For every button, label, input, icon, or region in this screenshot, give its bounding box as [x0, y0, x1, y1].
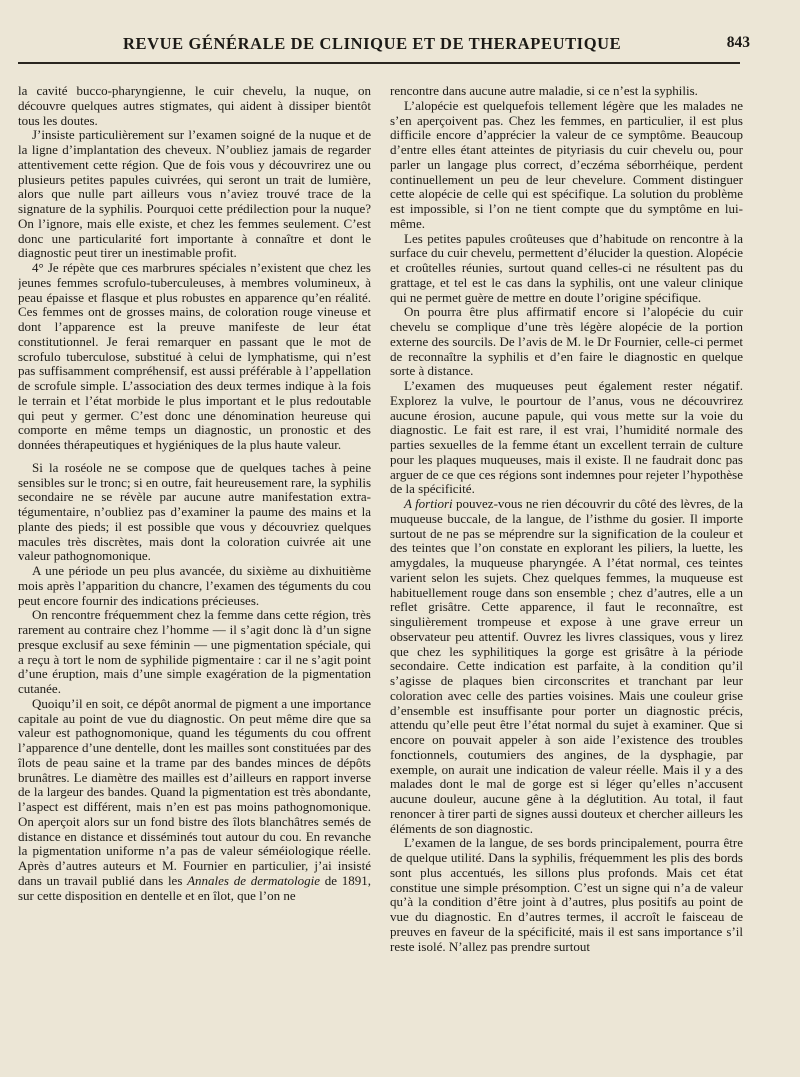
paragraph — [18, 697, 371, 904]
journal-title: Annales de dermatologie — [187, 872, 321, 888]
paragraph: On rencontre fréquemment chez la femme dans cette région, très rarement au contraire chez l’homme — il s’agit donc là d’un signe presque exclusif au sexe féminin — une pigmentation spéciale, qui a reçu à tort le nom de syphilide pigmentaire : car il ne s’agit point d’une éruption, mais d’une simple exagération de la pigmentation cutanée. — [18, 607, 371, 696]
paragraph: 4° Je répète que ces marbrures spéciales n’existent que chez les jeunes femmes scrofulo-tuberculeuses, à membres volumineux, à peau épaisse et flasque et plus robustes en apparence qu’en réalité. Ces femmes ont de grosses mains, de coloration rouge vineuse et dont l’apparence est la preuve manifeste de leur état constitutionnel. Je ferai remarquer en passant que le mot de scrofulo tuberculose, substitué à celui de lymphatisme, qui n’est pas suffisamment compréhensif, est aussi préférable à l’appellation de scrofule simple. L’association des deux termes indique à la fois le terrain et l’état morbide le plus important et le plus redoutable qui peut y germer. C’est donc une dénomination heureuse qui comporte en même temps un diagnostic, un pronostic et des données thérapeutiques et hygiéniques de la plus haute valeur. — [18, 260, 371, 452]
paragraph: On pourra être plus affirmatif encore si l’alopécie du cuir chevelu se complique d’une très légère alopécie de la portion externe des sourcils. De l’avis de M. le Dr Fournier, celle-ci permet de reconnaître la syphilis et d’en faire le diagnostic en quelque sorte à distance. — [390, 304, 743, 379]
paragraph: A une période un peu plus avancée, du sixième au dixhuitième mois après l’apparition du chancre, l’examen des téguments du cou peut encore fournir des indications précieuses. — [18, 563, 371, 608]
left-column — [18, 84, 371, 1044]
paragraph: L’examen de la langue, de ses bords principalement, pourra être de quelque utilité. Dans la syphilis, fréquemment les plis des bords sont plus accentués, les sillons plus profonds. Mais cet état constitue une simple présomption. C’est un signe qui n’a de valeur qu’à la condition d’être joint à d’autres, plus positifs au point de vue du diagnostic. En d’autres termes, il accroît le faisceau de preuves en faveur de la spécificité, mais il est sans importance s’il reste isolé. N’allez pas prendre surtout — [390, 835, 743, 954]
paragraph: rencontre dans aucune autre maladie, si ce n’est la syphilis. — [390, 84, 698, 98]
paragraph — [390, 497, 743, 836]
paragraph: L’alopécie est quelquefois tellement légère que les malades ne s’en aperçoivent pas. Chez les femmes, en particulier, il est plus difficile encore d’apprécier la valeur de ce symptôme. Beaucoup d’entre elles étant atteintes de pityriasis du cuir chevelu ou, pour parler un langage plus correct, d’eczéma séborrhéique, perdent continuellement un peu de leur chevelure. Comment distinguer cette alopécie de celle qui est spécifique. La solution du problème est impossible, si l’on ne tient compte que du symptôme en lui-même. — [390, 97, 743, 231]
paragraph-text: Quoiqu’il en soit, ce dépôt anormal de pigment a une importance capitale au point de vue du diagnostic. On peut même dire que sa valeur est pathognomonique, quand les téguments du cou offrent l’apparence d’une dentelle, dont les mailles sont constituées par des îlots de peau saine et la trame par des bandes minces de dépôts brunâtres. Le diamètre des mailles est d’ailleurs en rapport inverse de la largeur des bandes. Quand la pigmentation est très abondante, l’aspect est différent, mais n’en est pas moins pathognomonique. On aperçoit alors sur un fond bistre des îlots blanchâtres semés de distance en distance et disséminés tout autour du cou. En revanche la pigmentation uniforme n’a pas de valeur séméiologique réelle. Après d’autres auteurs et M. Fournier en particulier, j’ai insisté dans un travail publié dans les — [18, 695, 371, 888]
page-header — [18, 30, 788, 56]
paragraph: la cavité bucco-pharyngienne, le cuir chevelu, la nuque, on découvre quelques autres stigmates, qui aident à dissiper bientôt tous les doutes. — [18, 84, 371, 128]
paragraph: Si la roséole ne se compose que de quelques taches à peine sensibles sur le tronc; si en outre, fait heureusement rare, la syphilis secondaire ne se révèle par aucune autre manifestation extra-tégumentaire, n’oubliez pas d’examiner la paume des mains et la plante des pieds; il est possible que vous y découvriez quelques macules très discrètes, mais dont la coloration cuivrée ait une valeur pathognomonique. — [18, 459, 371, 564]
right-column — [390, 84, 743, 1044]
header-rule — [18, 62, 740, 64]
page-number: 843 — [726, 34, 750, 51]
italic-phrase: A fortiori — [404, 496, 453, 511]
paragraph-text: pouvez-vous ne rien découvrir du côté des lèvres, de la muqueuse buccale, de la langue, de l’isthme du gosier. Il importe surtout de ne pas se méprendre sur la signification de la couleur et des teintes que l’on constate en explorant les piliers, la luette, les amygdales, la muqueuse pharyngée. A l’état normal, ces teintes varient selon les sujets. Chez quelques femmes, la muqueuse est habituellement rouge dans son ensemble ; chez d’autres, elle a un reflet grisâtre. Cette apparence, il faut le reconnaître, est singulièrement trompeuse et expose à une grave erreur un observateur peu attentif. Ouvrez les livres classiques, vous y lirez que chez les syphilitiques la gorge est grisâtre à la période secondaire. Cette indication est parfaite, à la condition qu’il s’agisse de plaques bien circonscrites et tranchant par leur coloration avec celle des parties voisines. Mais une couleur grise d’ensemble est insuffisante pour porter un diagnostic précis, attendu qu’elle peut être l’état normal du sujet à examiner. Que si encore on pouvait appeler à son aide l’existence des troubles fonctionnels, coutumiers des angines, de la dysphagie, par exemple, on aurait une indication de valeur réelle. Mais il y a des malades dont le mal de gorge est si léger qu’elles n’accusent aucune douleur, aucune gêne à la déglutition. Au total, il faut renoncer à tirer parti de signes aussi douteux et chercher ailleurs les éléments de son diagnostic. — [390, 496, 743, 836]
paragraph-text: de 1891, sur cette disposition en dentelle et en îlot, que l’on ne — [18, 872, 371, 903]
running-title: REVUE GÉNÉRALE DE CLINIQUE ET DE THERAPEUTIQUE — [123, 34, 622, 53]
paragraph: J’insiste particulièrement sur l’examen soigné de la nuque et de la ligne d’implantation des cheveux. N’oubliez jamais de regarder attentivement cette région. Que de fois vous y découvrirez une ou plusieurs petites papules cuivrées, qui seront un trait de lumière, alors que nulle part ailleurs vous n’aviez trouvé trace de la signature de la syphilis. Pourquoi cette prédilection pour la nuque? On l’ignore, mais elle existe, et chez les femmes seulement. C’est donc une particularité fort importante à connaître et dont le diagnostic peut tirer un inestimable profit. — [18, 127, 371, 261]
paragraph: Les petites papules croûteuses que d’habitude on rencontre à la surface du cuir chevelu, permettent d’élucider la question. Alopécie et croûtelles réunies, surtout quand celles-ci ne résultent pas du grattage, et tel est le cas dans la syphilis, ont une valeur clinique qui ne permet guère de mettre en doute l’origine spécifique. — [390, 230, 743, 305]
paragraph: L’examen des muqueuses peut également rester négatif. Explorez la vulve, le pourtour de l’anus, vous ne découvrirez aucune érosion, aucune papule, qui vous mette sur la voie du diagnostic. Le fait est rare, il est vrai, l’humidité normale des parties sexuelles de la femme étant un excellent terrain de culture pour les plaques muqueuses, mais il existe. Il ne faudrait donc pas arguer de ce que ces régions sont indemnes pour rejeter l’hypothèse de la spécificité. — [390, 378, 743, 497]
